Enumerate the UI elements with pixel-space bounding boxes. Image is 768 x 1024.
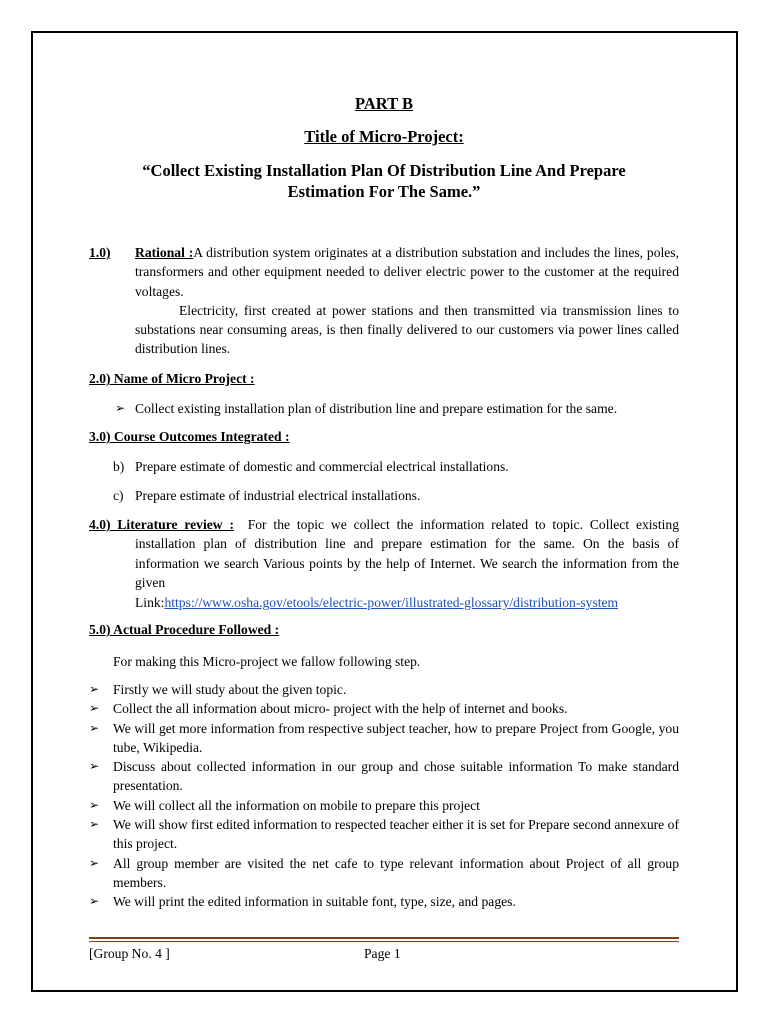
footer-page-number: Page 1 bbox=[364, 946, 401, 961]
section-heading: 2.0) Name of Micro Project : bbox=[89, 371, 255, 386]
link-line bbox=[135, 593, 618, 612]
procedure-list bbox=[89, 680, 679, 912]
literature-label: 4.0) Literature review : bbox=[89, 517, 234, 532]
section-heading: 5.0) Actual Procedure Followed : bbox=[89, 622, 280, 637]
arrow-bullet-icon: ➢ bbox=[89, 797, 100, 812]
section-rational bbox=[89, 243, 679, 359]
arrow-bullet-icon: ➢ bbox=[115, 401, 126, 415]
list-item bbox=[89, 719, 679, 758]
list-item bbox=[89, 680, 679, 699]
arrow-bullet-icon: ➢ bbox=[89, 759, 100, 774]
literature-text: For the topic we collect the information related to topic. Collect existing installation plan of distribution line and prepare estimation for the same. On the basis of information we search Various points by the help of Internet. We search the information from the given bbox=[135, 517, 679, 590]
list-item bbox=[89, 757, 679, 796]
footer-rule-thick bbox=[89, 937, 679, 939]
bullet-text: Discuss about collected information in our group and chose suitable information To make standard presentation. bbox=[113, 759, 679, 794]
bullet-text: We will collect all the information on mobile to prepare this project bbox=[113, 797, 480, 813]
rational-text: A distribution system originates at a distribution substation and includes the lines, poles, transformers and other equipment needed to deliver electric power to the customer at the required voltages. bbox=[135, 245, 679, 299]
list-item bbox=[113, 457, 509, 476]
arrow-bullet-icon: ➢ bbox=[89, 894, 100, 909]
rational-label: Rational : bbox=[135, 245, 194, 260]
bullet-text: Collect the all information about micro- project with the help of internet and books. bbox=[113, 701, 568, 717]
bullet-text: All group member are visited the net cafe to type relevant information about Project of all group members. bbox=[113, 855, 679, 890]
bullet-text: Collect existing installation plan of distribution line and prepare estimation for the same. bbox=[135, 401, 618, 416]
bullet-text: We will show first edited information to respected teacher either it is set for Prepare second annexure of this project. bbox=[113, 817, 679, 852]
link-prefix: Link: bbox=[135, 595, 165, 610]
list-text: Prepare estimate of domestic and commercial electrical installations. bbox=[135, 459, 509, 474]
list-item bbox=[89, 699, 679, 718]
list-item bbox=[89, 815, 679, 854]
rational-para2: Electricity, first created at power stations and then transmitted via transmission lines to substations near consuming areas, is then finally delivered to our customers via power lines called distribution lines. bbox=[135, 302, 679, 357]
project-title: “Collect Existing Installation Plan Of Distribution Line And Prepare Estimation For The Same.” bbox=[142, 161, 626, 201]
list-marker: b) bbox=[113, 459, 125, 474]
list-item bbox=[113, 486, 421, 505]
arrow-bullet-icon: ➢ bbox=[89, 682, 100, 696]
section-heading: 3.0) Course Outcomes Integrated : bbox=[89, 429, 290, 444]
list-text: Prepare estimate of industrial electrical installations. bbox=[135, 488, 421, 503]
section-number: 1.0) bbox=[89, 245, 111, 260]
arrow-bullet-icon: ➢ bbox=[89, 855, 100, 870]
procedure-intro: For making this Micro-project we fallow following step. bbox=[113, 654, 421, 669]
list-marker: c) bbox=[113, 488, 124, 503]
bullet-text: We will get more information from respective subject teacher, how to prepare Project from Google, you tube, Wikipedia. bbox=[113, 720, 679, 755]
arrow-bullet-icon: ➢ bbox=[89, 817, 100, 832]
arrow-bullet-icon: ➢ bbox=[89, 720, 100, 735]
bullet-text: We will print the edited information in suitable font, type, size, and pages. bbox=[113, 894, 516, 910]
footer-group: [Group No. 4 ] bbox=[89, 946, 170, 961]
list-item bbox=[89, 796, 679, 815]
footer-rule-thin bbox=[89, 941, 679, 942]
reference-link[interactable]: https://www.osha.gov/etools/electric-power/illustrated-glossary/distribution-system bbox=[164, 595, 619, 610]
list-item bbox=[89, 854, 679, 893]
bullet-text: Firstly we will study about the given topic. bbox=[113, 682, 347, 697]
arrow-bullet-icon: ➢ bbox=[89, 701, 100, 716]
list-item bbox=[89, 892, 679, 911]
section-literature bbox=[89, 515, 679, 592]
subtitle: Title of Micro-Project: bbox=[304, 127, 464, 146]
part-label: PART B bbox=[355, 94, 413, 113]
